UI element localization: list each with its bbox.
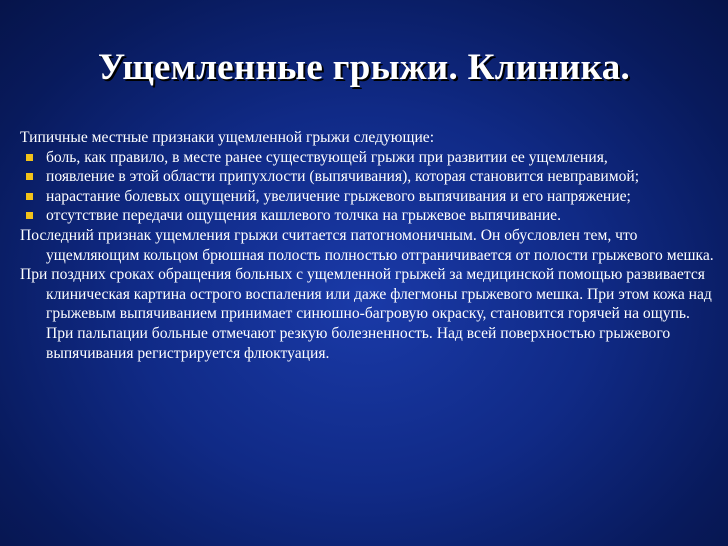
- bullet-text: отсутствие передачи ощущения кашлевого толчка на грыжевое выпячивание.: [46, 207, 561, 225]
- square-bullet-icon: [26, 193, 33, 200]
- slide-title: Ущемленные грыжи. Клиника.: [97, 47, 631, 88]
- bullet-text: нарастание болевых ощущений, увеличение грыжевого выпячивания и его напряжение;: [46, 187, 631, 205]
- square-bullet-icon: [26, 212, 33, 219]
- intro-text: Типичные местные признаки ущемленной грыжи следующие:: [20, 129, 435, 146]
- bullet-text: боль, как правило, в месте ранее существующей грыжи при развитии ее ущемления,: [46, 148, 608, 166]
- paragraph-pathognomonic: Последний признак ущемления грыжи считается патогномоничным. Он обусловлен тем, что ущемляющим кольцом брюшная полость полностью отграничивается от полости грыжевого мешка.: [20, 226, 714, 264]
- bullet-item: [20, 206, 716, 226]
- bullet-item: [20, 167, 716, 187]
- bullet-item: [20, 187, 716, 207]
- bullet-item: [20, 148, 716, 168]
- bullet-text: появление в этой области припухлости (выпячивания), которая становится невправимой;: [46, 168, 640, 186]
- slide-body: [20, 128, 716, 363]
- square-bullet-icon: [26, 154, 33, 161]
- square-bullet-icon: [26, 173, 33, 180]
- paragraph-late-stage: При поздних сроках обращения больных с ущемленной грыжей за медицинской помощью развивается клиническая картина острого воспаления или даже флегмоны грыжевого мешка. При этом кожа над грыжевым выпячиванием принимает синюшно-багровую окраску, становится горячей на ощупь. При пальпации больные отмечают резкую болезненность. Над всей поверхностью грыжевого выпячивания регистрируется флюктуация.: [20, 266, 712, 362]
